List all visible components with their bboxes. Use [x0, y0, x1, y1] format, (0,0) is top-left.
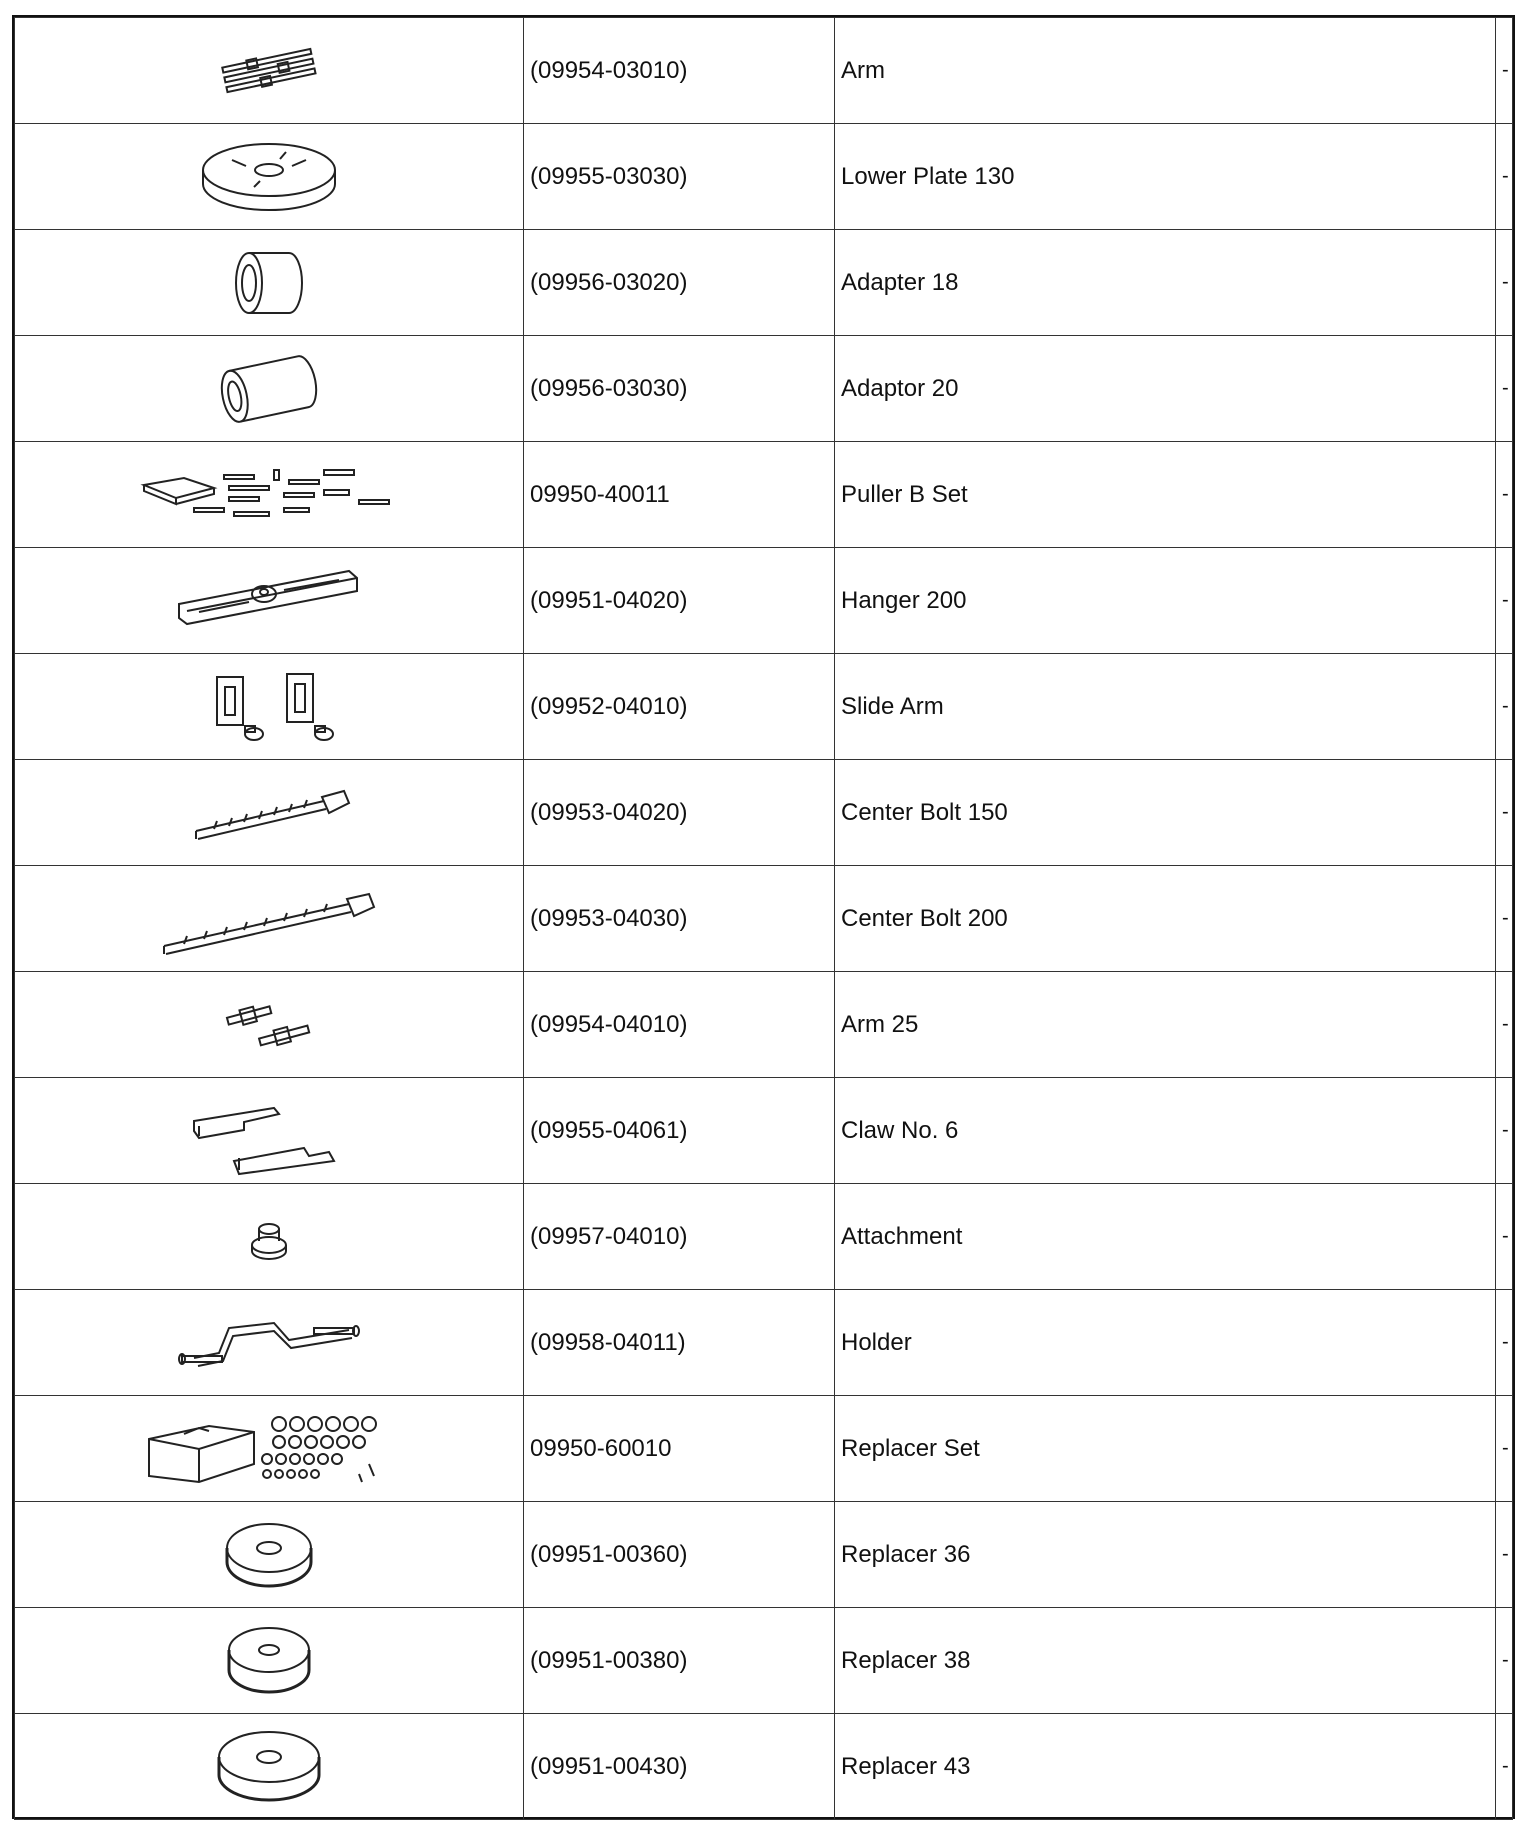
illustration-cell [15, 1290, 524, 1396]
quantity: - [1496, 1290, 1513, 1396]
quantity: - [1496, 548, 1513, 654]
illustration-cell [15, 972, 524, 1078]
illustration-cell [15, 1502, 524, 1608]
part-number: 09950-40011 [524, 442, 835, 548]
table-row [15, 1396, 1513, 1502]
quantity: - [1496, 230, 1513, 336]
part-number: (09954-04010) [524, 972, 835, 1078]
parts-table-sheet [12, 15, 1515, 1819]
table-row [15, 548, 1513, 654]
parts-table [14, 17, 1513, 1820]
part-name: Lower Plate 130 [835, 124, 1496, 230]
part-number: (09957-04010) [524, 1184, 835, 1290]
arm-set-icon [209, 46, 329, 96]
table-row [15, 972, 1513, 1078]
quantity: - [1496, 124, 1513, 230]
part-name: Replacer Set [835, 1396, 1496, 1502]
part-number: (09952-04010) [524, 654, 835, 760]
illustration-cell [15, 1714, 524, 1820]
table-row [15, 442, 1513, 548]
part-name: Holder [835, 1290, 1496, 1396]
part-number: (09951-04020) [524, 548, 835, 654]
part-name: Slide Arm [835, 654, 1496, 760]
quantity: - [1496, 1184, 1513, 1290]
table-row [15, 1714, 1513, 1820]
table-row [15, 866, 1513, 972]
table-row [15, 1608, 1513, 1714]
illustration-cell [15, 548, 524, 654]
table-row [15, 18, 1513, 124]
part-number: (09956-03030) [524, 336, 835, 442]
part-number: (09953-04020) [524, 760, 835, 866]
illustration-cell [15, 866, 524, 972]
illustration-cell [15, 18, 524, 124]
part-name: Center Bolt 150 [835, 760, 1496, 866]
illustration-cell [15, 124, 524, 230]
replacer-43-icon [209, 1722, 329, 1812]
table-row [15, 1078, 1513, 1184]
illustration-cell [15, 1078, 524, 1184]
illustration-cell [15, 654, 524, 760]
part-name: Center Bolt 200 [835, 866, 1496, 972]
part-number: (09955-04061) [524, 1078, 835, 1184]
hanger-icon [169, 556, 369, 646]
part-name: Adapter 18 [835, 230, 1496, 336]
part-number: (09954-03010) [524, 18, 835, 124]
table-row [15, 654, 1513, 760]
table-row [15, 1502, 1513, 1608]
illustration-cell [15, 1396, 524, 1502]
arm-25-icon [209, 990, 329, 1060]
part-name: Replacer 38 [835, 1608, 1496, 1714]
part-name: Arm [835, 18, 1496, 124]
quantity: - [1496, 1608, 1513, 1714]
part-name: Arm 25 [835, 972, 1496, 1078]
part-name: Claw No. 6 [835, 1078, 1496, 1184]
replacer-36-icon [219, 1510, 319, 1600]
table-row [15, 1184, 1513, 1290]
puller-set-icon [134, 460, 404, 530]
illustration-cell [15, 1608, 524, 1714]
part-number: (09956-03020) [524, 230, 835, 336]
quantity: - [1496, 654, 1513, 760]
table-row [15, 760, 1513, 866]
part-name: Replacer 43 [835, 1714, 1496, 1820]
part-name: Replacer 36 [835, 1502, 1496, 1608]
table-row [15, 124, 1513, 230]
adaptor-icon [209, 344, 329, 434]
part-number: (09958-04011) [524, 1290, 835, 1396]
claw-icon [184, 1086, 354, 1176]
center-bolt-150-icon [184, 773, 354, 853]
quantity: - [1496, 1078, 1513, 1184]
quantity: - [1496, 1396, 1513, 1502]
quantity: - [1496, 1502, 1513, 1608]
replacer-set-icon [139, 1404, 399, 1494]
illustration-cell [15, 760, 524, 866]
quantity: - [1496, 18, 1513, 124]
center-bolt-200-icon [154, 874, 384, 964]
adapter-icon [224, 238, 314, 328]
slide-arm-icon [199, 662, 339, 752]
part-name: Adaptor 20 [835, 336, 1496, 442]
quantity: - [1496, 972, 1513, 1078]
part-name: Hanger 200 [835, 548, 1496, 654]
quantity: - [1496, 760, 1513, 866]
illustration-cell [15, 230, 524, 336]
table-row [15, 336, 1513, 442]
attachment-icon [239, 1207, 299, 1267]
part-number: (09955-03030) [524, 124, 835, 230]
part-number: 09950-60010 [524, 1396, 835, 1502]
illustration-cell [15, 336, 524, 442]
table-row [15, 230, 1513, 336]
holder-icon [174, 1298, 364, 1388]
quantity: - [1496, 336, 1513, 442]
illustration-cell [15, 442, 524, 548]
table-row [15, 1290, 1513, 1396]
part-number: (09951-00430) [524, 1714, 835, 1820]
part-number: (09953-04030) [524, 866, 835, 972]
part-number: (09951-00380) [524, 1608, 835, 1714]
quantity: - [1496, 866, 1513, 972]
illustration-cell [15, 1184, 524, 1290]
part-name: Attachment [835, 1184, 1496, 1290]
quantity: - [1496, 442, 1513, 548]
lower-plate-icon [194, 132, 344, 222]
replacer-38-icon [219, 1616, 319, 1706]
part-number: (09951-00360) [524, 1502, 835, 1608]
quantity: - [1496, 1714, 1513, 1820]
part-name: Puller B Set [835, 442, 1496, 548]
